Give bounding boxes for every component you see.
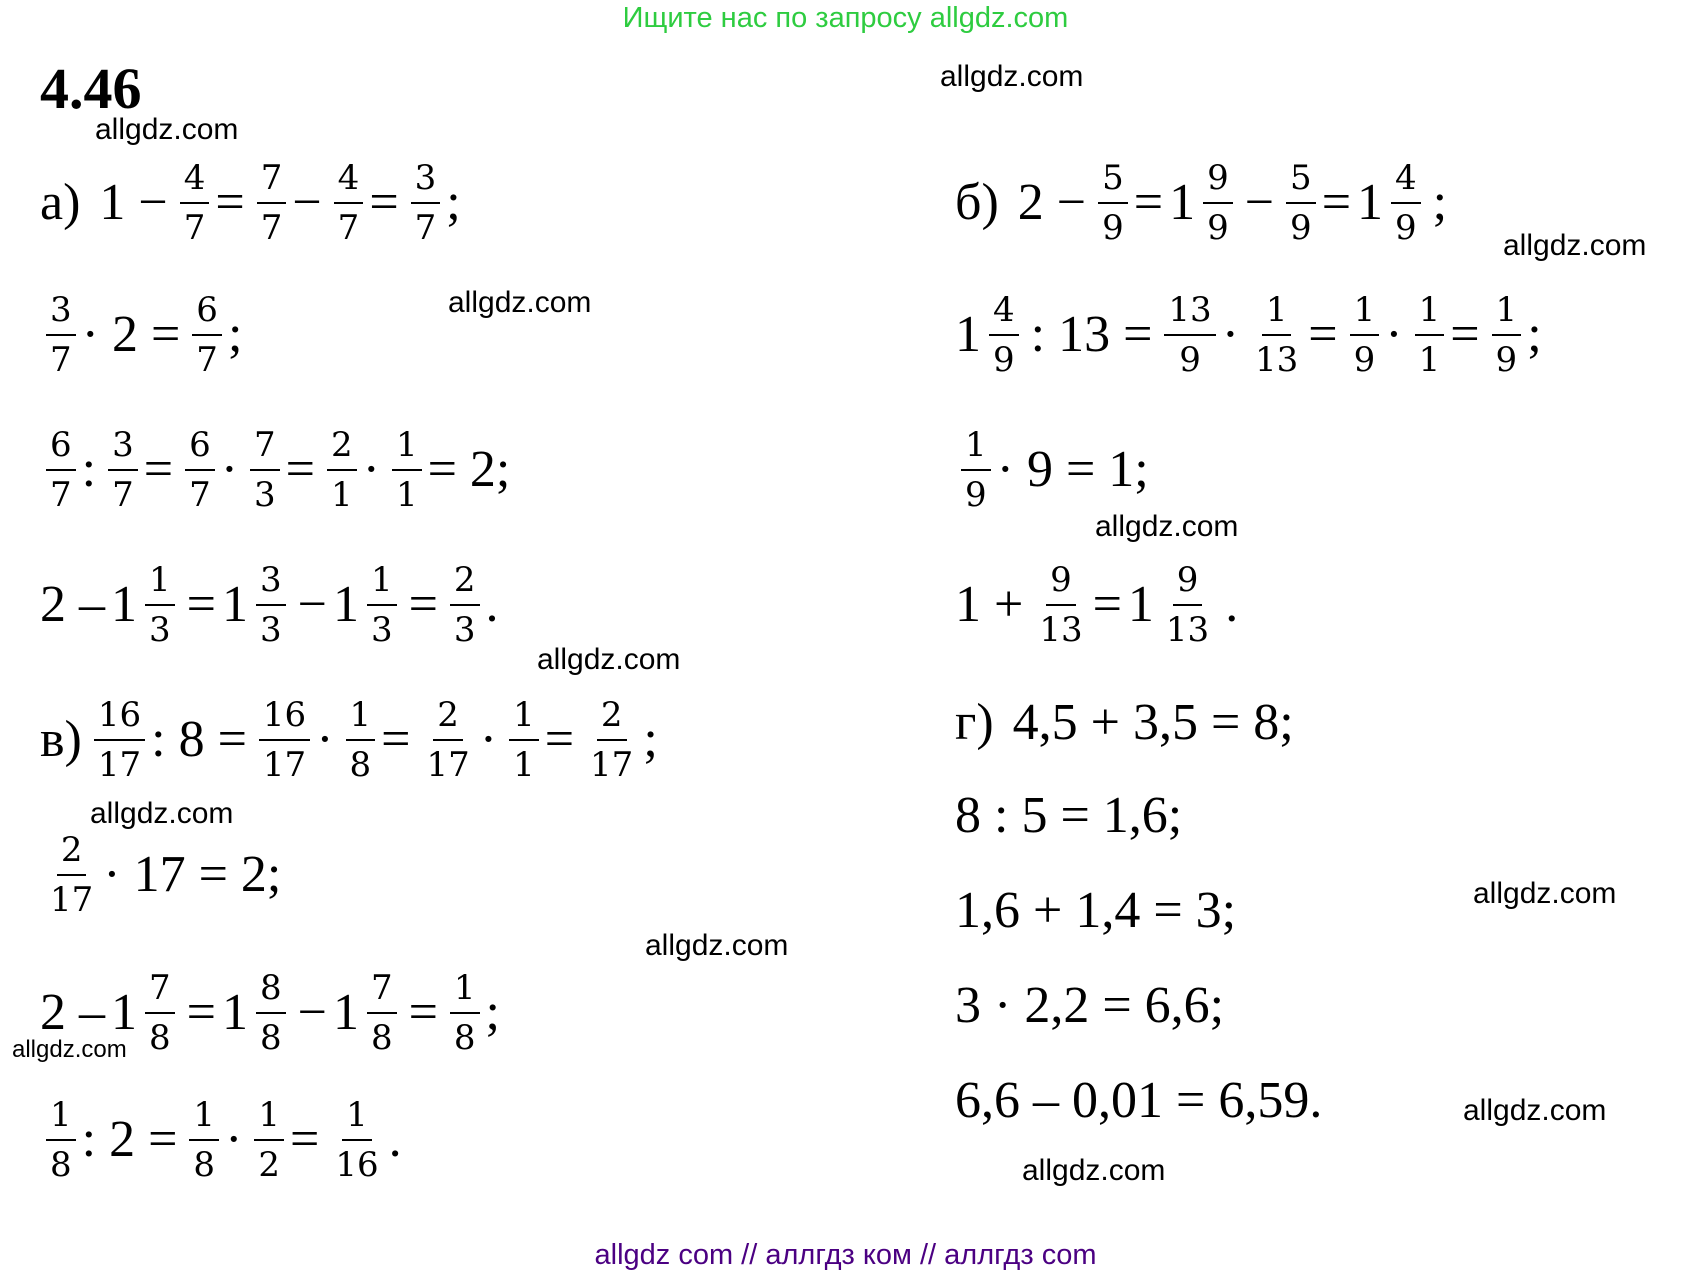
solution-a-line-1: а) 1 − $\frac{4}{7}$ = $\frac{7}{7}$ − $\frac{4}{7}$ = $\frac{3}{7}$ ; bbox=[40, 158, 461, 249]
fraction: $\frac{1}{8}$ bbox=[46, 1095, 76, 1185]
solution-v-line-1: в) $\frac{16}{17}$ : 8 = $\frac{16}{17}$ · $\frac{1}{8}$ = $\frac{2}{17}$ · $\frac{1}{1}$ = $\frac{2}{17}$ ; bbox=[40, 695, 658, 786]
solution-a-line-2: $\frac{3}{7}$ · 2 = $\frac{6}{7}$ ; bbox=[40, 290, 248, 380]
fraction: $\frac{16}{17}$ bbox=[94, 695, 145, 785]
solution-b-line-4: 1 + $\frac{9}{13}$ = 1 $\frac{9}{13}$ . bbox=[955, 560, 1239, 651]
watermark: allgdz.com bbox=[537, 643, 681, 676]
fraction: $\frac{6}{7}$ bbox=[46, 425, 76, 515]
fraction: $\frac{2}{17}$ bbox=[50, 830, 94, 921]
fraction: $\frac{3}{7}$ bbox=[411, 158, 441, 248]
watermark: allgdz.com bbox=[90, 797, 234, 830]
fraction: $\frac{2}{17}$ bbox=[590, 695, 634, 786]
fraction: $\frac{1}{9}$ bbox=[961, 425, 991, 515]
watermark: allgdz.com bbox=[95, 113, 239, 146]
fraction: $\frac{16}{17}$ bbox=[259, 695, 310, 785]
solution-g-line-4: 3 · 2,2 = 6,6; bbox=[955, 977, 1225, 1034]
fraction: $\frac{1}{16}$ bbox=[335, 1095, 379, 1186]
solution-g-line-3: 1,6 + 1,4 = 3; bbox=[955, 882, 1237, 939]
watermark: allgdz.com bbox=[1503, 229, 1647, 262]
top-banner: Ищите нас по запросу allgdz.com bbox=[622, 2, 1069, 34]
fraction: $\frac{7}{3}$ bbox=[250, 425, 280, 515]
fraction: $\frac{2}{17}$ bbox=[426, 695, 470, 786]
solution-g-line-1: г) 4,5 + 3,5 = 8; bbox=[955, 694, 1294, 751]
solution-g-line-2: 8 : 5 = 1,6; bbox=[955, 787, 1183, 844]
solution-v-line-3: 2 – 1 $\frac{7}{8}$ = 1 $\frac{8}{8}$ − 1 $\frac{7}{8}$ = $\frac{1}{8}$ ; bbox=[40, 968, 500, 1059]
watermark: allgdz.com bbox=[12, 1036, 127, 1063]
part-a-label: а) bbox=[40, 174, 81, 232]
fraction: $\frac{1}{9}$ bbox=[1350, 290, 1380, 380]
fraction: $\frac{9}{13}$ bbox=[1039, 560, 1083, 651]
watermark: allgdz.com bbox=[1463, 1094, 1607, 1127]
fraction: $\frac{1}{8}$ bbox=[346, 695, 376, 785]
fraction: $\frac{1}{8}$ bbox=[189, 1095, 219, 1185]
fraction: $\frac{7}{7}$ bbox=[257, 158, 287, 248]
watermark: allgdz.com bbox=[940, 60, 1084, 93]
solution-b-line-1: б) 2 − $\frac{5}{9}$ = 1 $\frac{9}{9}$ − $\frac{5}{9}$ = 1 $\frac{4}{9}$ ; bbox=[955, 158, 1448, 249]
bottom-banner: allgdz com // аллгдз ком // аллгдз com bbox=[594, 1239, 1097, 1271]
fraction: $\frac{3}{7}$ bbox=[46, 290, 76, 380]
solution-a-line-4: 2 – 1 $\frac{1}{3}$ = 1 $\frac{3}{3}$ − 1 $\frac{1}{3}$ = $\frac{2}{3}$ . bbox=[40, 560, 499, 651]
watermark: allgdz.com bbox=[448, 286, 592, 319]
fraction: $\frac{6}{7}$ bbox=[185, 425, 215, 515]
solution-v-line-2: $\frac{2}{17}$ · 17 = 2; bbox=[40, 830, 287, 920]
fraction: $\frac{1}{13}$ bbox=[1255, 290, 1299, 381]
watermark: allgdz.com bbox=[645, 929, 789, 962]
problem-number: 4.46 bbox=[40, 56, 142, 121]
part-b-label: б) bbox=[955, 174, 999, 232]
fraction: $\frac{4}{7}$ bbox=[334, 158, 364, 248]
fraction: $\frac{1}{1}$ bbox=[509, 695, 539, 785]
fraction: $\frac{6}{7}$ bbox=[192, 290, 222, 380]
fraction: $\frac{1}{2}$ bbox=[254, 1095, 284, 1185]
fraction: $\frac{4}{7}$ bbox=[180, 158, 210, 248]
fraction: $\frac{2}{3}$ bbox=[450, 560, 480, 650]
solution-b-line-2: 1 $\frac{4}{9}$ : 13 = $\frac{13}{9}$ · $\frac{1}{13}$ = $\frac{1}{9}$ · $\frac{1}{1}$ = $\frac{1}{9}$ ; bbox=[955, 290, 1542, 381]
fraction: $\frac{13}{9}$ bbox=[1164, 290, 1215, 380]
solution-b-line-3: $\frac{1}{9}$ · 9 = 1; bbox=[955, 425, 1155, 515]
solution-v-line-4: $\frac{1}{8}$ : 2 = $\frac{1}{8}$ · $\frac{1}{2}$ = $\frac{1}{16}$ . bbox=[40, 1095, 408, 1185]
watermark: allgdz.com bbox=[1473, 877, 1617, 910]
part-v-label: в) bbox=[40, 711, 82, 769]
fraction: $\frac{3}{7}$ bbox=[108, 425, 138, 515]
fraction: $\frac{2}{1}$ bbox=[327, 425, 357, 515]
fraction: $\frac{1}{1}$ bbox=[1415, 290, 1445, 380]
part-g-label: г) bbox=[955, 694, 994, 751]
watermark: allgdz.com bbox=[1022, 1154, 1166, 1187]
solution-g-line-5: 6,6 – 0,01 = 6,59. bbox=[955, 1072, 1323, 1129]
fraction: $\frac{1}{8}$ bbox=[450, 968, 480, 1058]
watermark: allgdz.com bbox=[1095, 510, 1239, 543]
fraction: $\frac{1}{9}$ bbox=[1492, 290, 1522, 380]
fraction: $\frac{5}{9}$ bbox=[1098, 158, 1128, 248]
solution-a-line-3: $\frac{6}{7}$ : $\frac{3}{7}$ = $\frac{6}{7}$ · $\frac{7}{3}$ = $\frac{2}{1}$ · $\frac{1}{1}$ = 2; bbox=[40, 425, 516, 515]
fraction: $\frac{5}{9}$ bbox=[1286, 158, 1316, 248]
fraction: $\frac{1}{1}$ bbox=[392, 425, 422, 515]
